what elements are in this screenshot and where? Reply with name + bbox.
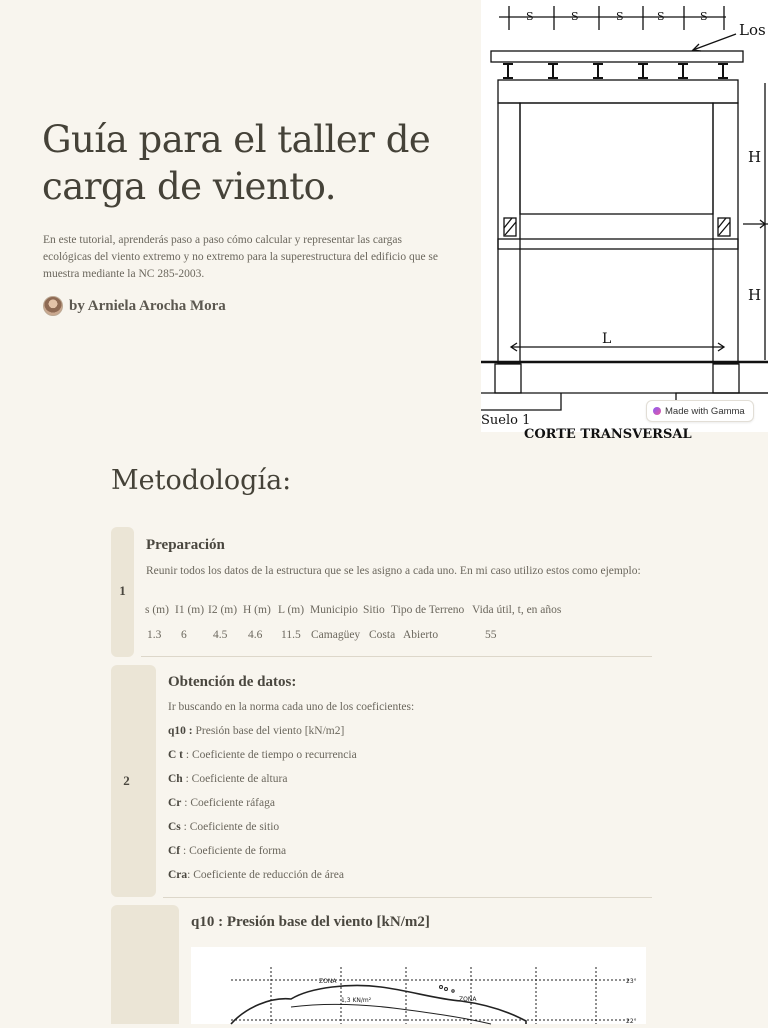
table-cell: 6 xyxy=(181,629,187,641)
author-name: by Arniela Arocha Mora xyxy=(69,297,226,314)
table-cell: 55 xyxy=(485,629,497,641)
step-description: Ir buscando en la norma cada uno de los coeficientes: xyxy=(168,701,415,713)
methodology-title: Metodología: xyxy=(111,465,292,496)
step-heading: Preparación xyxy=(146,537,225,553)
spacing-label: S xyxy=(571,10,579,23)
slab-label: Los xyxy=(739,21,766,39)
table-header-cell: I1 (m) xyxy=(175,604,205,616)
spacing-label: S xyxy=(616,10,624,23)
coefficient-symbol: Ch xyxy=(168,773,183,785)
intro-paragraph: En este tutorial, aprenderás paso a paso cómo calcular y representar las cargas ecológicas del viento extremo y no extremo para la superestructura del edificio que se muestra mediante la NC 285-2003. xyxy=(43,234,438,280)
table-cell: Camagüey xyxy=(311,629,361,641)
coefficient-item xyxy=(168,725,344,737)
coefficient-symbol: C t xyxy=(168,749,184,761)
table-cell: Costa xyxy=(369,629,396,641)
table-cell: 4.6 xyxy=(248,629,263,641)
step-description: Reunir todos los datos de la estructura que se les asigno a cada uno. En mi caso utilizo estos como ejemplo: xyxy=(146,565,641,577)
table-cell: 11.5 xyxy=(281,629,301,641)
coefficient-item xyxy=(168,749,357,761)
step-number-bar xyxy=(111,905,179,1024)
spacing-label: S xyxy=(526,10,534,23)
step-number: 2 xyxy=(123,773,130,788)
table-cell: 4.5 xyxy=(213,629,228,641)
badge-label: Made with Gamma xyxy=(665,405,745,417)
soil-label: Suelo 1 xyxy=(481,413,531,428)
coefficient-symbol: Cs xyxy=(168,821,181,833)
coefficient-item xyxy=(168,797,275,809)
table-cell: 1.3 xyxy=(147,629,162,641)
table-header-cell: Vida útil, t, en años xyxy=(472,604,562,616)
map-latitude-label: 22° xyxy=(626,1018,637,1025)
map-value-label: 1,3 KN/m² xyxy=(341,997,372,1004)
step-number: 1 xyxy=(119,583,126,598)
coefficient-symbol: Cr xyxy=(168,797,182,809)
coefficient-item xyxy=(168,773,287,785)
length-label: L xyxy=(602,331,612,347)
height-label-lower: H xyxy=(748,286,762,304)
coefficient-description: : Coeficiente de sitio xyxy=(180,821,280,833)
coefficient-symbol: q10 : xyxy=(168,725,193,737)
height-label-upper: H xyxy=(748,148,762,166)
author-byline xyxy=(43,296,226,316)
map-zone-label: ZONA xyxy=(459,996,477,1003)
made-with-gamma-badge[interactable] xyxy=(646,400,754,422)
coefficient-symbol: Cf xyxy=(168,845,181,857)
coefficient-description: : Coeficiente ráfaga xyxy=(181,797,275,809)
spacing-label: S xyxy=(700,10,708,23)
structure-section-drawing xyxy=(481,0,768,442)
table-header-cell: I2 (m) xyxy=(208,604,238,616)
map-latitude-label: 23° xyxy=(626,978,637,985)
coefficient-item xyxy=(168,845,286,857)
coefficient-description: : Coeficiente de tiempo o recurrencia xyxy=(183,749,357,761)
spacing-label: S xyxy=(657,10,665,23)
table-header-cell: Tipo de Terreno xyxy=(391,604,465,616)
coefficient-symbol: Cra xyxy=(168,869,188,881)
table-header-cell: Sitio xyxy=(363,604,385,616)
step-divider xyxy=(141,656,652,657)
table-header-cell: H (m) xyxy=(243,604,271,616)
map-zone-label: ZONA xyxy=(319,978,337,985)
page-title: Guía para el taller de carga de viento. xyxy=(42,118,431,208)
step-heading: q10 : Presión base del viento [kN/m2] xyxy=(191,914,430,930)
wind-pressure-map xyxy=(191,947,646,1024)
coefficient-description: : Coeficiente de altura xyxy=(182,773,288,785)
gamma-logo-icon xyxy=(653,407,661,415)
table-header-cell: s (m) xyxy=(145,604,169,616)
data-table xyxy=(145,604,645,644)
coefficient-description: Presión base del viento [kN/m2] xyxy=(192,725,345,737)
table-cell: Abierto xyxy=(403,629,439,641)
coefficient-item xyxy=(168,821,279,833)
step-heading: Obtención de datos: xyxy=(168,674,297,690)
drawing-caption: CORTE TRANSVERSAL xyxy=(524,427,692,442)
table-header-cell: L (m) xyxy=(278,604,305,616)
coefficient-item xyxy=(168,869,344,881)
step-divider xyxy=(163,897,652,898)
avatar xyxy=(43,296,63,316)
coefficient-description: : Coeficiente de reducción de área xyxy=(187,869,344,881)
coefficient-description: : Coeficiente de forma xyxy=(180,845,287,857)
table-header-cell: Municipio xyxy=(310,604,358,616)
